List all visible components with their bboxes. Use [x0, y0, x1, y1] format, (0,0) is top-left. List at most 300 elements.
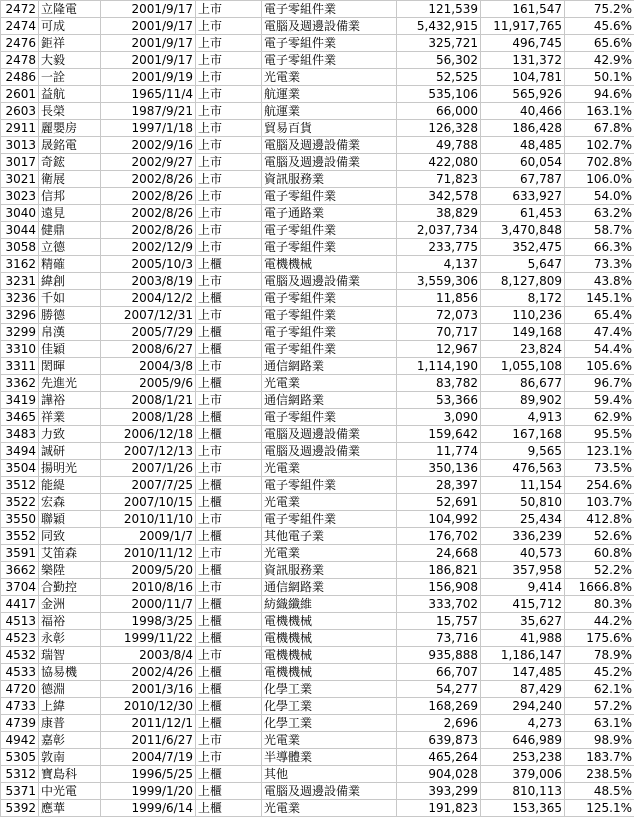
industry-cell[interactable]: 電腦及週邊設備業 [262, 443, 397, 460]
value-b-cell[interactable]: 149,168 [481, 324, 565, 341]
ratio-cell[interactable]: 80.3% [565, 596, 634, 613]
listing-date-cell[interactable]: 2010/11/12 [101, 545, 196, 562]
industry-cell[interactable]: 電子零組件業 [262, 511, 397, 528]
value-b-cell[interactable]: 87,429 [481, 681, 565, 698]
market-cell[interactable]: 上櫃 [196, 698, 262, 715]
market-cell[interactable]: 上市 [196, 52, 262, 69]
stock-code-cell[interactable]: 4417 [1, 596, 39, 613]
company-name-cell[interactable]: 永彰 [39, 630, 101, 647]
market-cell[interactable]: 上市 [196, 579, 262, 596]
industry-cell[interactable]: 電子零組件業 [262, 1, 397, 18]
value-b-cell[interactable]: 1,055,108 [481, 358, 565, 375]
value-a-cell[interactable]: 935,888 [397, 647, 481, 664]
stock-code-cell[interactable]: 3550 [1, 511, 39, 528]
company-name-cell[interactable]: 樂陞 [39, 562, 101, 579]
industry-cell[interactable]: 化學工業 [262, 698, 397, 715]
listing-date-cell[interactable]: 2002/9/27 [101, 154, 196, 171]
market-cell[interactable]: 上市 [196, 86, 262, 103]
ratio-cell[interactable]: 163.1% [565, 103, 634, 120]
ratio-cell[interactable]: 95.5% [565, 426, 634, 443]
stock-code-cell[interactable]: 3310 [1, 341, 39, 358]
company-name-cell[interactable]: 先進光 [39, 375, 101, 392]
industry-cell[interactable]: 電子零組件業 [262, 35, 397, 52]
industry-cell[interactable]: 化學工業 [262, 715, 397, 732]
stock-code-cell[interactable]: 3023 [1, 188, 39, 205]
value-a-cell[interactable]: 66,000 [397, 103, 481, 120]
value-a-cell[interactable]: 126,328 [397, 120, 481, 137]
value-b-cell[interactable]: 496,745 [481, 35, 565, 52]
company-name-cell[interactable]: 精確 [39, 256, 101, 273]
stock-code-cell[interactable]: 3296 [1, 307, 39, 324]
stock-code-cell[interactable]: 3021 [1, 171, 39, 188]
stock-code-cell[interactable]: 3552 [1, 528, 39, 545]
ratio-cell[interactable]: 96.7% [565, 375, 634, 392]
value-a-cell[interactable]: 66,707 [397, 664, 481, 681]
value-a-cell[interactable]: 52,691 [397, 494, 481, 511]
market-cell[interactable]: 上市 [196, 120, 262, 137]
market-cell[interactable]: 上櫃 [196, 562, 262, 579]
ratio-cell[interactable]: 102.7% [565, 137, 634, 154]
company-name-cell[interactable]: 譁裕 [39, 392, 101, 409]
value-b-cell[interactable]: 89,902 [481, 392, 565, 409]
value-b-cell[interactable]: 3,470,848 [481, 222, 565, 239]
listing-date-cell[interactable]: 2005/10/3 [101, 256, 196, 273]
company-name-cell[interactable]: 聯穎 [39, 511, 101, 528]
listing-date-cell[interactable]: 1998/3/25 [101, 613, 196, 630]
market-cell[interactable]: 上市 [196, 545, 262, 562]
ratio-cell[interactable]: 1666.8% [565, 579, 634, 596]
stock-code-cell[interactable]: 4532 [1, 647, 39, 664]
value-a-cell[interactable]: 12,967 [397, 341, 481, 358]
industry-cell[interactable]: 其他電子業 [262, 528, 397, 545]
value-b-cell[interactable]: 11,917,765 [481, 18, 565, 35]
value-a-cell[interactable]: 325,721 [397, 35, 481, 52]
market-cell[interactable]: 上市 [196, 18, 262, 35]
ratio-cell[interactable]: 94.6% [565, 86, 634, 103]
company-name-cell[interactable]: 同致 [39, 528, 101, 545]
industry-cell[interactable]: 貿易百貨 [262, 120, 397, 137]
industry-cell[interactable]: 電腦及週邊設備業 [262, 154, 397, 171]
market-cell[interactable]: 上櫃 [196, 256, 262, 273]
value-a-cell[interactable]: 2,037,734 [397, 222, 481, 239]
company-name-cell[interactable]: 力致 [39, 426, 101, 443]
market-cell[interactable]: 上市 [196, 239, 262, 256]
market-cell[interactable]: 上市 [196, 358, 262, 375]
listing-date-cell[interactable]: 2006/12/18 [101, 426, 196, 443]
ratio-cell[interactable]: 65.4% [565, 307, 634, 324]
company-name-cell[interactable]: 帛漢 [39, 324, 101, 341]
company-name-cell[interactable]: 立隆電 [39, 1, 101, 18]
market-cell[interactable]: 上市 [196, 154, 262, 171]
value-a-cell[interactable]: 73,716 [397, 630, 481, 647]
industry-cell[interactable]: 電腦及週邊設備業 [262, 137, 397, 154]
ratio-cell[interactable]: 106.0% [565, 171, 634, 188]
industry-cell[interactable]: 光電業 [262, 545, 397, 562]
value-b-cell[interactable]: 161,547 [481, 1, 565, 18]
listing-date-cell[interactable]: 2010/8/16 [101, 579, 196, 596]
industry-cell[interactable]: 電機機械 [262, 256, 397, 273]
value-b-cell[interactable]: 8,172 [481, 290, 565, 307]
company-name-cell[interactable]: 大毅 [39, 52, 101, 69]
stock-code-cell[interactable]: 3419 [1, 392, 39, 409]
value-b-cell[interactable]: 110,236 [481, 307, 565, 324]
industry-cell[interactable]: 電子通路業 [262, 205, 397, 222]
ratio-cell[interactable]: 73.5% [565, 460, 634, 477]
ratio-cell[interactable]: 54.0% [565, 188, 634, 205]
listing-date-cell[interactable]: 2007/10/15 [101, 494, 196, 511]
listing-date-cell[interactable]: 2002/8/26 [101, 205, 196, 222]
company-name-cell[interactable]: 合勤控 [39, 579, 101, 596]
value-b-cell[interactable]: 379,006 [481, 766, 565, 783]
company-name-cell[interactable]: 宏森 [39, 494, 101, 511]
market-cell[interactable]: 上市 [196, 188, 262, 205]
ratio-cell[interactable]: 62.1% [565, 681, 634, 698]
value-a-cell[interactable]: 639,873 [397, 732, 481, 749]
industry-cell[interactable]: 電子零組件業 [262, 477, 397, 494]
value-b-cell[interactable]: 9,565 [481, 443, 565, 460]
ratio-cell[interactable]: 45.2% [565, 664, 634, 681]
market-cell[interactable]: 上市 [196, 460, 262, 477]
stock-code-cell[interactable]: 3040 [1, 205, 39, 222]
value-b-cell[interactable]: 67,787 [481, 171, 565, 188]
industry-cell[interactable]: 半導體業 [262, 749, 397, 766]
industry-cell[interactable]: 資訊服務業 [262, 171, 397, 188]
industry-cell[interactable]: 電機機械 [262, 630, 397, 647]
company-name-cell[interactable]: 能緹 [39, 477, 101, 494]
stock-code-cell[interactable]: 2472 [1, 1, 39, 18]
ratio-cell[interactable]: 62.9% [565, 409, 634, 426]
value-b-cell[interactable]: 40,573 [481, 545, 565, 562]
ratio-cell[interactable]: 48.5% [565, 783, 634, 800]
value-a-cell[interactable]: 350,136 [397, 460, 481, 477]
industry-cell[interactable]: 其他 [262, 766, 397, 783]
ratio-cell[interactable]: 54.4% [565, 341, 634, 358]
value-b-cell[interactable]: 336,239 [481, 528, 565, 545]
listing-date-cell[interactable]: 2002/12/9 [101, 239, 196, 256]
listing-date-cell[interactable]: 2001/9/17 [101, 52, 196, 69]
listing-date-cell[interactable]: 2007/12/31 [101, 307, 196, 324]
industry-cell[interactable]: 電子零組件業 [262, 324, 397, 341]
ratio-cell[interactable]: 52.6% [565, 528, 634, 545]
industry-cell[interactable]: 電子零組件業 [262, 52, 397, 69]
listing-date-cell[interactable]: 2011/6/27 [101, 732, 196, 749]
market-cell[interactable]: 上市 [196, 307, 262, 324]
listing-date-cell[interactable]: 2004/3/8 [101, 358, 196, 375]
industry-cell[interactable]: 電子零組件業 [262, 307, 397, 324]
stock-code-cell[interactable]: 2911 [1, 120, 39, 137]
value-b-cell[interactable]: 646,989 [481, 732, 565, 749]
listing-date-cell[interactable]: 2001/9/17 [101, 1, 196, 18]
industry-cell[interactable]: 電子零組件業 [262, 409, 397, 426]
company-name-cell[interactable]: 寶島科 [39, 766, 101, 783]
industry-cell[interactable]: 電子零組件業 [262, 341, 397, 358]
company-name-cell[interactable]: 晟銘電 [39, 137, 101, 154]
listing-date-cell[interactable]: 1999/6/14 [101, 800, 196, 817]
listing-date-cell[interactable]: 2007/12/13 [101, 443, 196, 460]
industry-cell[interactable]: 航運業 [262, 103, 397, 120]
market-cell[interactable]: 上櫃 [196, 477, 262, 494]
company-name-cell[interactable]: 德淵 [39, 681, 101, 698]
value-b-cell[interactable]: 352,475 [481, 239, 565, 256]
value-b-cell[interactable]: 35,627 [481, 613, 565, 630]
listing-date-cell[interactable]: 2002/8/26 [101, 188, 196, 205]
company-name-cell[interactable]: 麗嬰房 [39, 120, 101, 137]
listing-date-cell[interactable]: 2003/8/19 [101, 273, 196, 290]
value-a-cell[interactable]: 422,080 [397, 154, 481, 171]
value-b-cell[interactable]: 357,958 [481, 562, 565, 579]
market-cell[interactable]: 上櫃 [196, 664, 262, 681]
market-cell[interactable]: 上櫃 [196, 494, 262, 511]
listing-date-cell[interactable]: 1996/5/25 [101, 766, 196, 783]
company-name-cell[interactable]: 金洲 [39, 596, 101, 613]
industry-cell[interactable]: 電子零組件業 [262, 222, 397, 239]
company-name-cell[interactable]: 信邦 [39, 188, 101, 205]
industry-cell[interactable]: 光電業 [262, 69, 397, 86]
value-b-cell[interactable]: 4,913 [481, 409, 565, 426]
market-cell[interactable]: 上櫃 [196, 409, 262, 426]
company-name-cell[interactable]: 遠見 [39, 205, 101, 222]
ratio-cell[interactable]: 702.8% [565, 154, 634, 171]
stock-code-cell[interactable]: 2476 [1, 35, 39, 52]
stock-code-cell[interactable]: 2474 [1, 18, 39, 35]
ratio-cell[interactable]: 105.6% [565, 358, 634, 375]
listing-date-cell[interactable]: 1997/1/18 [101, 120, 196, 137]
listing-date-cell[interactable]: 2002/4/26 [101, 664, 196, 681]
stock-code-cell[interactable]: 2601 [1, 86, 39, 103]
stock-code-cell[interactable]: 3044 [1, 222, 39, 239]
market-cell[interactable]: 上市 [196, 647, 262, 664]
ratio-cell[interactable]: 175.6% [565, 630, 634, 647]
value-a-cell[interactable]: 38,829 [397, 205, 481, 222]
market-cell[interactable]: 上櫃 [196, 613, 262, 630]
listing-date-cell[interactable]: 2005/9/6 [101, 375, 196, 392]
value-a-cell[interactable]: 535,106 [397, 86, 481, 103]
value-a-cell[interactable]: 28,397 [397, 477, 481, 494]
stock-code-cell[interactable]: 3236 [1, 290, 39, 307]
ratio-cell[interactable]: 98.9% [565, 732, 634, 749]
stock-code-cell[interactable]: 3704 [1, 579, 39, 596]
market-cell[interactable]: 上櫃 [196, 800, 262, 817]
value-b-cell[interactable]: 294,240 [481, 698, 565, 715]
value-b-cell[interactable]: 11,154 [481, 477, 565, 494]
market-cell[interactable]: 上櫃 [196, 375, 262, 392]
listing-date-cell[interactable]: 2010/12/30 [101, 698, 196, 715]
value-b-cell[interactable]: 9,414 [481, 579, 565, 596]
market-cell[interactable]: 上市 [196, 35, 262, 52]
stock-code-cell[interactable]: 4733 [1, 698, 39, 715]
ratio-cell[interactable]: 63.2% [565, 205, 634, 222]
listing-date-cell[interactable]: 2002/8/26 [101, 171, 196, 188]
value-b-cell[interactable]: 61,453 [481, 205, 565, 222]
company-name-cell[interactable]: 健鼎 [39, 222, 101, 239]
value-a-cell[interactable]: 70,717 [397, 324, 481, 341]
company-name-cell[interactable]: 祥業 [39, 409, 101, 426]
industry-cell[interactable]: 航運業 [262, 86, 397, 103]
value-a-cell[interactable]: 342,578 [397, 188, 481, 205]
value-b-cell[interactable]: 147,485 [481, 664, 565, 681]
market-cell[interactable]: 上櫃 [196, 324, 262, 341]
stock-code-cell[interactable]: 2478 [1, 52, 39, 69]
value-b-cell[interactable]: 104,781 [481, 69, 565, 86]
market-cell[interactable]: 上市 [196, 273, 262, 290]
company-name-cell[interactable]: 艾笛森 [39, 545, 101, 562]
company-name-cell[interactable]: 鉅祥 [39, 35, 101, 52]
listing-date-cell[interactable]: 2005/7/29 [101, 324, 196, 341]
company-name-cell[interactable]: 可成 [39, 18, 101, 35]
stock-code-cell[interactable]: 4942 [1, 732, 39, 749]
value-a-cell[interactable]: 233,775 [397, 239, 481, 256]
company-name-cell[interactable]: 敦南 [39, 749, 101, 766]
listing-date-cell[interactable]: 2010/11/10 [101, 511, 196, 528]
listing-date-cell[interactable]: 2008/6/27 [101, 341, 196, 358]
market-cell[interactable]: 上櫃 [196, 630, 262, 647]
stock-code-cell[interactable]: 4513 [1, 613, 39, 630]
stock-code-cell[interactable]: 4739 [1, 715, 39, 732]
industry-cell[interactable]: 紡織纖維 [262, 596, 397, 613]
industry-cell[interactable]: 電子零組件業 [262, 188, 397, 205]
value-b-cell[interactable]: 48,485 [481, 137, 565, 154]
stock-code-cell[interactable]: 4720 [1, 681, 39, 698]
ratio-cell[interactable]: 58.7% [565, 222, 634, 239]
value-b-cell[interactable]: 8,127,809 [481, 273, 565, 290]
ratio-cell[interactable]: 183.7% [565, 749, 634, 766]
listing-date-cell[interactable]: 2002/8/26 [101, 222, 196, 239]
listing-date-cell[interactable]: 1999/1/20 [101, 783, 196, 800]
ratio-cell[interactable]: 42.9% [565, 52, 634, 69]
value-a-cell[interactable]: 4,137 [397, 256, 481, 273]
company-name-cell[interactable]: 康普 [39, 715, 101, 732]
ratio-cell[interactable]: 125.1% [565, 800, 634, 817]
industry-cell[interactable]: 電機機械 [262, 664, 397, 681]
company-name-cell[interactable]: 千如 [39, 290, 101, 307]
ratio-cell[interactable]: 52.2% [565, 562, 634, 579]
value-b-cell[interactable]: 186,428 [481, 120, 565, 137]
industry-cell[interactable]: 光電業 [262, 375, 397, 392]
listing-date-cell[interactable]: 2001/9/17 [101, 18, 196, 35]
industry-cell[interactable]: 通信網路業 [262, 358, 397, 375]
market-cell[interactable]: 上市 [196, 732, 262, 749]
company-name-cell[interactable]: 奇鋐 [39, 154, 101, 171]
stock-code-cell[interactable]: 2603 [1, 103, 39, 120]
value-a-cell[interactable]: 393,299 [397, 783, 481, 800]
listing-date-cell[interactable]: 2004/12/2 [101, 290, 196, 307]
listing-date-cell[interactable]: 2002/9/16 [101, 137, 196, 154]
ratio-cell[interactable]: 59.4% [565, 392, 634, 409]
value-b-cell[interactable]: 167,168 [481, 426, 565, 443]
value-b-cell[interactable]: 476,563 [481, 460, 565, 477]
value-b-cell[interactable]: 565,926 [481, 86, 565, 103]
listing-date-cell[interactable]: 1965/11/4 [101, 86, 196, 103]
market-cell[interactable]: 上櫃 [196, 596, 262, 613]
industry-cell[interactable]: 光電業 [262, 494, 397, 511]
ratio-cell[interactable]: 66.3% [565, 239, 634, 256]
company-name-cell[interactable]: 長榮 [39, 103, 101, 120]
value-a-cell[interactable]: 904,028 [397, 766, 481, 783]
ratio-cell[interactable]: 57.2% [565, 698, 634, 715]
industry-cell[interactable]: 光電業 [262, 732, 397, 749]
stock-code-cell[interactable]: 3465 [1, 409, 39, 426]
market-cell[interactable]: 上櫃 [196, 783, 262, 800]
stock-code-cell[interactable]: 5371 [1, 783, 39, 800]
value-a-cell[interactable]: 5,432,915 [397, 18, 481, 35]
value-b-cell[interactable]: 41,988 [481, 630, 565, 647]
value-a-cell[interactable]: 15,757 [397, 613, 481, 630]
stock-code-cell[interactable]: 4533 [1, 664, 39, 681]
market-cell[interactable]: 上市 [196, 69, 262, 86]
stock-code-cell[interactable]: 3483 [1, 426, 39, 443]
value-a-cell[interactable]: 3,559,306 [397, 273, 481, 290]
value-b-cell[interactable]: 50,810 [481, 494, 565, 511]
industry-cell[interactable]: 電機機械 [262, 647, 397, 664]
value-b-cell[interactable]: 86,677 [481, 375, 565, 392]
listing-date-cell[interactable]: 2003/8/4 [101, 647, 196, 664]
company-name-cell[interactable]: 立德 [39, 239, 101, 256]
listing-date-cell[interactable]: 2007/1/26 [101, 460, 196, 477]
value-a-cell[interactable]: 54,277 [397, 681, 481, 698]
stock-code-cell[interactable]: 3231 [1, 273, 39, 290]
ratio-cell[interactable]: 67.8% [565, 120, 634, 137]
market-cell[interactable]: 上市 [196, 1, 262, 18]
company-name-cell[interactable]: 佳穎 [39, 341, 101, 358]
market-cell[interactable]: 上市 [196, 137, 262, 154]
market-cell[interactable]: 上櫃 [196, 426, 262, 443]
value-a-cell[interactable]: 24,668 [397, 545, 481, 562]
value-b-cell[interactable]: 153,365 [481, 800, 565, 817]
ratio-cell[interactable]: 44.2% [565, 613, 634, 630]
value-b-cell[interactable]: 633,927 [481, 188, 565, 205]
value-a-cell[interactable]: 49,788 [397, 137, 481, 154]
company-name-cell[interactable]: 福裕 [39, 613, 101, 630]
value-a-cell[interactable]: 168,269 [397, 698, 481, 715]
value-a-cell[interactable]: 53,366 [397, 392, 481, 409]
industry-cell[interactable]: 電子零組件業 [262, 239, 397, 256]
value-a-cell[interactable]: 56,302 [397, 52, 481, 69]
ratio-cell[interactable]: 254.6% [565, 477, 634, 494]
industry-cell[interactable]: 資訊服務業 [262, 562, 397, 579]
value-a-cell[interactable]: 52,525 [397, 69, 481, 86]
market-cell[interactable]: 上市 [196, 171, 262, 188]
value-a-cell[interactable]: 71,823 [397, 171, 481, 188]
listing-date-cell[interactable]: 2008/1/21 [101, 392, 196, 409]
listing-date-cell[interactable]: 2009/1/7 [101, 528, 196, 545]
industry-cell[interactable]: 通信網路業 [262, 579, 397, 596]
company-name-cell[interactable]: 緯創 [39, 273, 101, 290]
listing-date-cell[interactable]: 2004/7/19 [101, 749, 196, 766]
value-b-cell[interactable]: 253,238 [481, 749, 565, 766]
value-b-cell[interactable]: 415,712 [481, 596, 565, 613]
company-name-cell[interactable]: 嘉彰 [39, 732, 101, 749]
value-a-cell[interactable]: 104,992 [397, 511, 481, 528]
stock-code-cell[interactable]: 3362 [1, 375, 39, 392]
value-a-cell[interactable]: 1,114,190 [397, 358, 481, 375]
ratio-cell[interactable]: 145.1% [565, 290, 634, 307]
stock-code-cell[interactable]: 4523 [1, 630, 39, 647]
market-cell[interactable]: 上市 [196, 103, 262, 120]
stock-code-cell[interactable]: 3512 [1, 477, 39, 494]
company-name-cell[interactable]: 誠研 [39, 443, 101, 460]
stock-code-cell[interactable]: 5392 [1, 800, 39, 817]
ratio-cell[interactable]: 103.7% [565, 494, 634, 511]
listing-date-cell[interactable]: 2001/9/19 [101, 69, 196, 86]
value-a-cell[interactable]: 176,702 [397, 528, 481, 545]
stock-code-cell[interactable]: 3504 [1, 460, 39, 477]
market-cell[interactable]: 上市 [196, 511, 262, 528]
listing-date-cell[interactable]: 1999/11/22 [101, 630, 196, 647]
company-name-cell[interactable]: 一詮 [39, 69, 101, 86]
industry-cell[interactable]: 電腦及週邊設備業 [262, 783, 397, 800]
company-name-cell[interactable]: 上緯 [39, 698, 101, 715]
listing-date-cell[interactable]: 2008/1/28 [101, 409, 196, 426]
